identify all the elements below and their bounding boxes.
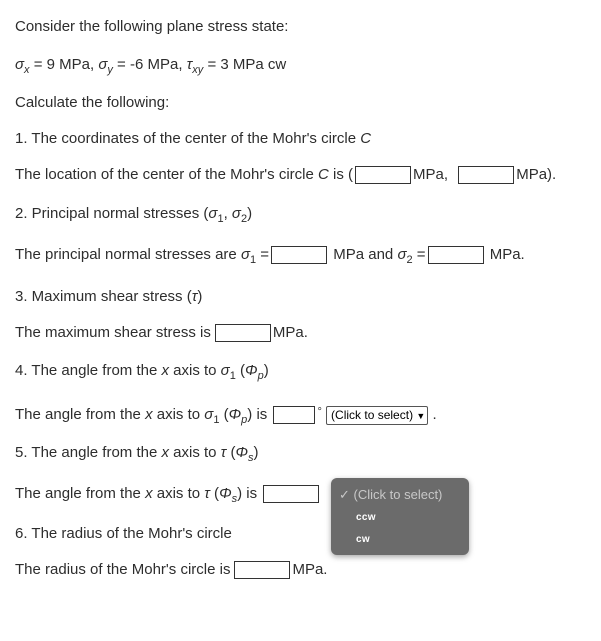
q4-answer-row: The angle from the x axis to $\sigma_1$ $(\Phi_p)$ is ° (Click to select) ▼ . xyxy=(15,406,437,426)
q2-heading: 2. Principal normal stresses ($\sigma_1$, $\sigma_2$) xyxy=(15,205,253,225)
dropdown-option-cw[interactable]: cw xyxy=(356,534,370,545)
q5-answer-row: The angle from the x axis to τ $(\Phi_s)$ is xyxy=(15,484,321,504)
q1-heading: 1. The coordinates of the center of the Mohr's circle C xyxy=(15,130,372,147)
direction-select[interactable]: (Click to select) ▼ xyxy=(326,406,428,425)
max-shear-input[interactable] xyxy=(215,324,271,342)
center-x-input[interactable] xyxy=(355,166,411,184)
checkmark-icon: ✓ xyxy=(339,487,350,502)
direction-dropdown-menu xyxy=(331,478,469,555)
dropdown-option-placeholder[interactable]: ✓ (Click to select) xyxy=(339,487,443,502)
intro-text: Consider the following plane stress state: xyxy=(15,18,289,35)
dropdown-option-ccw[interactable]: ccw xyxy=(356,512,376,523)
q2-answer-row: The principal normal stresses are $\sigma_1$ = MPa and $\sigma_2$ = MPa. xyxy=(15,246,525,266)
q6-answer-row: The radius of the Mohr's circle is MPa. xyxy=(15,561,328,578)
sigma2-input[interactable] xyxy=(428,246,484,264)
radius-input[interactable] xyxy=(234,561,290,579)
phi-p-input[interactable] xyxy=(273,406,315,424)
calc-heading: Calculate the following: xyxy=(15,94,170,111)
q3-answer-row: The maximum shear stress is MPa. xyxy=(15,324,308,341)
q3-heading: 3. Maximum shear stress (τ) xyxy=(15,288,203,305)
q4-heading: 4. The angle from the x axis to $\sigma_1$ $(\Phi_p)$ xyxy=(15,362,269,382)
chevron-down-icon: ▼ xyxy=(416,410,426,421)
given-stress-state: $\sigma_x = 9$ MPa, $\sigma_y = -6$ MPa, $\tau_{xy} = 3$ MPa cw xyxy=(15,56,287,76)
center-y-input[interactable] xyxy=(458,166,514,184)
q6-heading: 6. The radius of the Mohr's circle xyxy=(15,525,232,542)
sigma1-input[interactable] xyxy=(271,246,327,264)
q5-heading: 5. The angle from the x axis to τ $(\Phi_s)$ xyxy=(15,444,259,464)
q1-answer-row: The location of the center of the Mohr's circle C is ( MPa, MPa). xyxy=(15,166,557,183)
phi-s-input[interactable] xyxy=(263,485,319,503)
